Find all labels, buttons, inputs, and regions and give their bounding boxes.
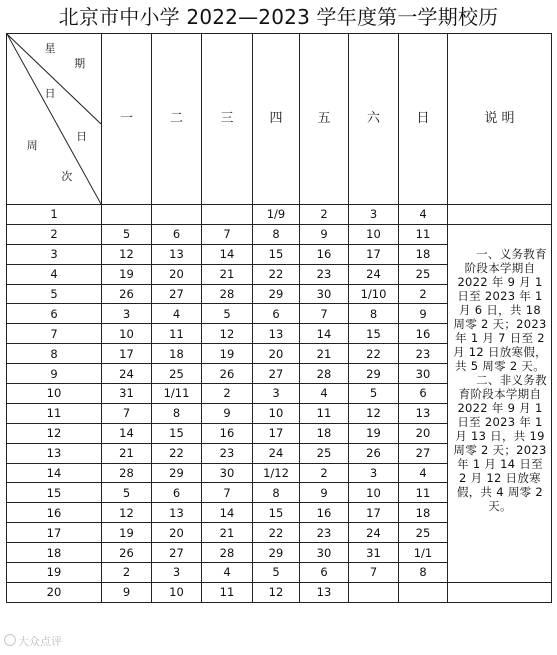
date-cell-sat: 24 xyxy=(349,523,399,543)
diagonal-corner-cell xyxy=(7,34,102,205)
date-cell-tue: 25 xyxy=(152,364,202,384)
date-cell-thu: 8 xyxy=(253,483,300,503)
date-cell-fri: 11 xyxy=(300,403,349,423)
date-cell-thu: 20 xyxy=(253,344,300,364)
date-cell-fri: 2 xyxy=(300,205,349,225)
date-cell-sun: 13 xyxy=(399,403,448,423)
date-cell-sun: 2 xyxy=(399,284,448,304)
date-cell-wed: 21 xyxy=(202,264,253,284)
date-cell-sat: 22 xyxy=(349,344,399,364)
week-number: 12 xyxy=(7,423,102,443)
notes-header: 说 明 xyxy=(448,34,552,205)
corner-zhou: 周 xyxy=(26,138,38,153)
date-cell-tue: 15 xyxy=(152,423,202,443)
date-cell-mon: 14 xyxy=(102,423,152,443)
date-cell-mon: 9 xyxy=(102,582,152,602)
school-calendar-table xyxy=(6,33,552,603)
date-cell-thu: 1/12 xyxy=(253,463,300,483)
date-cell-fri: 2 xyxy=(300,463,349,483)
date-cell-mon: 5 xyxy=(102,224,152,244)
week-number: 19 xyxy=(7,563,102,583)
corner-ri-mid: 日 xyxy=(76,129,88,144)
date-cell-thu: 22 xyxy=(253,523,300,543)
date-cell-thu: 10 xyxy=(253,403,300,423)
date-cell-mon: 7 xyxy=(102,403,152,423)
header-row xyxy=(7,34,552,205)
watermark xyxy=(4,633,62,649)
date-cell-wed: 26 xyxy=(202,364,253,384)
date-cell-tue: 13 xyxy=(152,503,202,523)
date-cell-wed: 28 xyxy=(202,543,253,563)
date-cell-thu: 6 xyxy=(253,304,300,324)
calendar-frame xyxy=(6,33,551,653)
date-cell-fri: 18 xyxy=(300,423,349,443)
date-cell-sun: 16 xyxy=(399,324,448,344)
date-cell-sat: 3 xyxy=(349,463,399,483)
weekday-tue: 二 xyxy=(152,34,202,205)
week-number: 5 xyxy=(7,284,102,304)
date-cell-wed: 14 xyxy=(202,503,253,523)
weekday-wed: 三 xyxy=(202,34,253,205)
date-cell-wed: 5 xyxy=(202,304,253,324)
corner-xing: 星 xyxy=(44,41,56,56)
date-cell-fri: 13 xyxy=(300,582,349,602)
date-cell-wed: 14 xyxy=(202,244,253,264)
date-cell-thu: 13 xyxy=(253,324,300,344)
date-cell-sun: 25 xyxy=(399,264,448,284)
date-cell-thu: 24 xyxy=(253,443,300,463)
corner-ci: 次 xyxy=(61,169,73,184)
watermark-text: 大众点评 xyxy=(18,635,62,648)
weekday-sun: 日 xyxy=(399,34,448,205)
date-cell-wed: 23 xyxy=(202,443,253,463)
date-cell-wed: 16 xyxy=(202,423,253,443)
date-cell-wed: 9 xyxy=(202,403,253,423)
date-cell-sat xyxy=(349,582,399,602)
week-number: 17 xyxy=(7,523,102,543)
date-cell-sat: 12 xyxy=(349,403,399,423)
date-cell-mon: 5 xyxy=(102,483,152,503)
date-cell-fri: 4 xyxy=(300,384,349,404)
date-cell-mon: 2 xyxy=(102,563,152,583)
date-cell-fri: 30 xyxy=(300,543,349,563)
date-cell-sun: 4 xyxy=(399,463,448,483)
date-cell-sun: 8 xyxy=(399,563,448,583)
date-cell-mon: 17 xyxy=(102,344,152,364)
week-number: 16 xyxy=(7,503,102,523)
date-cell-sun: 1/1 xyxy=(399,543,448,563)
date-cell-tue: 11 xyxy=(152,324,202,344)
week-number: 7 xyxy=(7,324,102,344)
date-cell-sun: 27 xyxy=(399,443,448,463)
date-cell-sun: 9 xyxy=(399,304,448,324)
date-cell-fri: 9 xyxy=(300,483,349,503)
date-cell-tue: 18 xyxy=(152,344,202,364)
date-cell-wed xyxy=(202,205,253,225)
date-cell-fri: 9 xyxy=(300,224,349,244)
corner-qi: 期 xyxy=(74,56,86,71)
date-cell-mon: 26 xyxy=(102,284,152,304)
weekday-mon: 一 xyxy=(102,34,152,205)
week-number: 13 xyxy=(7,443,102,463)
date-cell-tue: 27 xyxy=(152,284,202,304)
date-cell-thu: 22 xyxy=(253,264,300,284)
date-cell-wed: 11 xyxy=(202,582,253,602)
note-non-compulsory: 二、非义务教育阶段本学期自 2022 年 9 月 1 日至 2023 年 1 月 13 日，共 19 周零 2 天；2023 年 1 月 14 日至 2 月 12 日放寒假，共 4 周零 2 天。 xyxy=(453,372,547,513)
date-cell-sun: 18 xyxy=(399,503,448,523)
date-cell-fri: 23 xyxy=(300,523,349,543)
date-cell-wed: 21 xyxy=(202,523,253,543)
date-cell-wed: 7 xyxy=(202,224,253,244)
corner-ri-top: 日 xyxy=(44,86,56,101)
date-cell-sat: 29 xyxy=(349,364,399,384)
date-cell-wed: 19 xyxy=(202,344,253,364)
date-cell-sat: 24 xyxy=(349,264,399,284)
date-cell-thu: 12 xyxy=(253,582,300,602)
week-number: 2 xyxy=(7,224,102,244)
note-compulsory: 一、义务教育阶段本学期自 2022 年 9 月 1 日至 2023 年 1 月 6 日，共 18 周零 2 天；2023 年 1 月 7 日至 2 月 12 日放寒假，共 5 周零 2 天。 xyxy=(453,246,547,373)
date-cell-thu: 15 xyxy=(253,503,300,523)
week-number: 15 xyxy=(7,483,102,503)
table-row xyxy=(7,582,552,602)
date-cell-mon: 19 xyxy=(102,264,152,284)
date-cell-tue: 27 xyxy=(152,543,202,563)
week-number: 3 xyxy=(7,244,102,264)
weekday-sat: 六 xyxy=(349,34,399,205)
date-cell-mon: 19 xyxy=(102,523,152,543)
date-cell-fri: 23 xyxy=(300,264,349,284)
date-cell-tue: 3 xyxy=(152,563,202,583)
date-cell-sat: 31 xyxy=(349,543,399,563)
date-cell-sat: 1/10 xyxy=(349,284,399,304)
weekday-thu: 四 xyxy=(253,34,300,205)
date-cell-thu: 1/9 xyxy=(253,205,300,225)
date-cell-mon: 31 xyxy=(102,384,152,404)
date-cell-fri: 6 xyxy=(300,563,349,583)
date-cell-wed: 12 xyxy=(202,324,253,344)
notes-empty-cell xyxy=(448,205,552,225)
date-cell-fri: 14 xyxy=(300,324,349,344)
date-cell-thu: 27 xyxy=(253,364,300,384)
date-cell-sun: 20 xyxy=(399,423,448,443)
date-cell-sun: 4 xyxy=(399,205,448,225)
date-cell-mon: 3 xyxy=(102,304,152,324)
week-number: 4 xyxy=(7,264,102,284)
date-cell-thu: 15 xyxy=(253,244,300,264)
week-number: 1 xyxy=(7,205,102,225)
date-cell-sat: 17 xyxy=(349,503,399,523)
date-cell-sat: 17 xyxy=(349,244,399,264)
date-cell-tue: 6 xyxy=(152,224,202,244)
date-cell-wed: 4 xyxy=(202,563,253,583)
date-cell-tue: 22 xyxy=(152,443,202,463)
date-cell-sat: 3 xyxy=(349,205,399,225)
date-cell-wed: 2 xyxy=(202,384,253,404)
date-cell-tue: 6 xyxy=(152,483,202,503)
date-cell-thu: 29 xyxy=(253,284,300,304)
date-cell-sat: 5 xyxy=(349,384,399,404)
week-number: 18 xyxy=(7,543,102,563)
date-cell-sun: 6 xyxy=(399,384,448,404)
date-cell-tue: 20 xyxy=(152,264,202,284)
date-cell-sat: 7 xyxy=(349,563,399,583)
date-cell-tue: 20 xyxy=(152,523,202,543)
date-cell-tue: 8 xyxy=(152,403,202,423)
date-cell-tue: 29 xyxy=(152,463,202,483)
date-cell-mon: 28 xyxy=(102,463,152,483)
week-number: 8 xyxy=(7,344,102,364)
date-cell-tue xyxy=(152,205,202,225)
date-cell-sat: 15 xyxy=(349,324,399,344)
date-cell-tue: 13 xyxy=(152,244,202,264)
date-cell-mon: 12 xyxy=(102,503,152,523)
page-title: 北京市中小学 2022—2023 学年度第一学期校历 xyxy=(58,5,499,29)
week-number: 14 xyxy=(7,463,102,483)
date-cell-thu: 29 xyxy=(253,543,300,563)
date-cell-thu: 17 xyxy=(253,423,300,443)
date-cell-sun: 11 xyxy=(399,483,448,503)
date-cell-tue: 4 xyxy=(152,304,202,324)
date-cell-fri: 7 xyxy=(300,304,349,324)
date-cell-wed: 30 xyxy=(202,463,253,483)
date-cell-wed: 28 xyxy=(202,284,253,304)
table-row xyxy=(7,205,552,225)
notes-cell xyxy=(448,224,552,582)
date-cell-wed: 7 xyxy=(202,483,253,503)
date-cell-mon: 21 xyxy=(102,443,152,463)
date-cell-sun: 11 xyxy=(399,224,448,244)
date-cell-mon xyxy=(102,205,152,225)
date-cell-thu: 5 xyxy=(253,563,300,583)
date-cell-fri: 16 xyxy=(300,503,349,523)
table-row xyxy=(7,224,552,244)
watermark-logo-icon xyxy=(4,634,16,646)
date-cell-mon: 24 xyxy=(102,364,152,384)
date-cell-sun: 30 xyxy=(399,364,448,384)
diagonal-lines xyxy=(7,34,101,204)
date-cell-fri: 28 xyxy=(300,364,349,384)
date-cell-fri: 16 xyxy=(300,244,349,264)
date-cell-fri: 25 xyxy=(300,443,349,463)
date-cell-sat: 26 xyxy=(349,443,399,463)
week-number: 10 xyxy=(7,384,102,404)
date-cell-sun: 18 xyxy=(399,244,448,264)
date-cell-sat: 10 xyxy=(349,224,399,244)
date-cell-tue: 10 xyxy=(152,582,202,602)
date-cell-sat: 19 xyxy=(349,423,399,443)
date-cell-mon: 10 xyxy=(102,324,152,344)
week-number: 20 xyxy=(7,582,102,602)
date-cell-sun: 23 xyxy=(399,344,448,364)
date-cell-fri: 21 xyxy=(300,344,349,364)
date-cell-sat: 8 xyxy=(349,304,399,324)
weekday-fri: 五 xyxy=(300,34,349,205)
date-cell-sat: 10 xyxy=(349,483,399,503)
date-cell-sun xyxy=(399,582,448,602)
week-number: 6 xyxy=(7,304,102,324)
date-cell-mon: 12 xyxy=(102,244,152,264)
date-cell-mon: 26 xyxy=(102,543,152,563)
date-cell-fri: 30 xyxy=(300,284,349,304)
date-cell-thu: 3 xyxy=(253,384,300,404)
week-number: 9 xyxy=(7,364,102,384)
notes-empty-cell xyxy=(448,582,552,602)
date-cell-thu: 8 xyxy=(253,224,300,244)
date-cell-tue: 1/11 xyxy=(152,384,202,404)
date-cell-sun: 25 xyxy=(399,523,448,543)
week-number: 11 xyxy=(7,403,102,423)
